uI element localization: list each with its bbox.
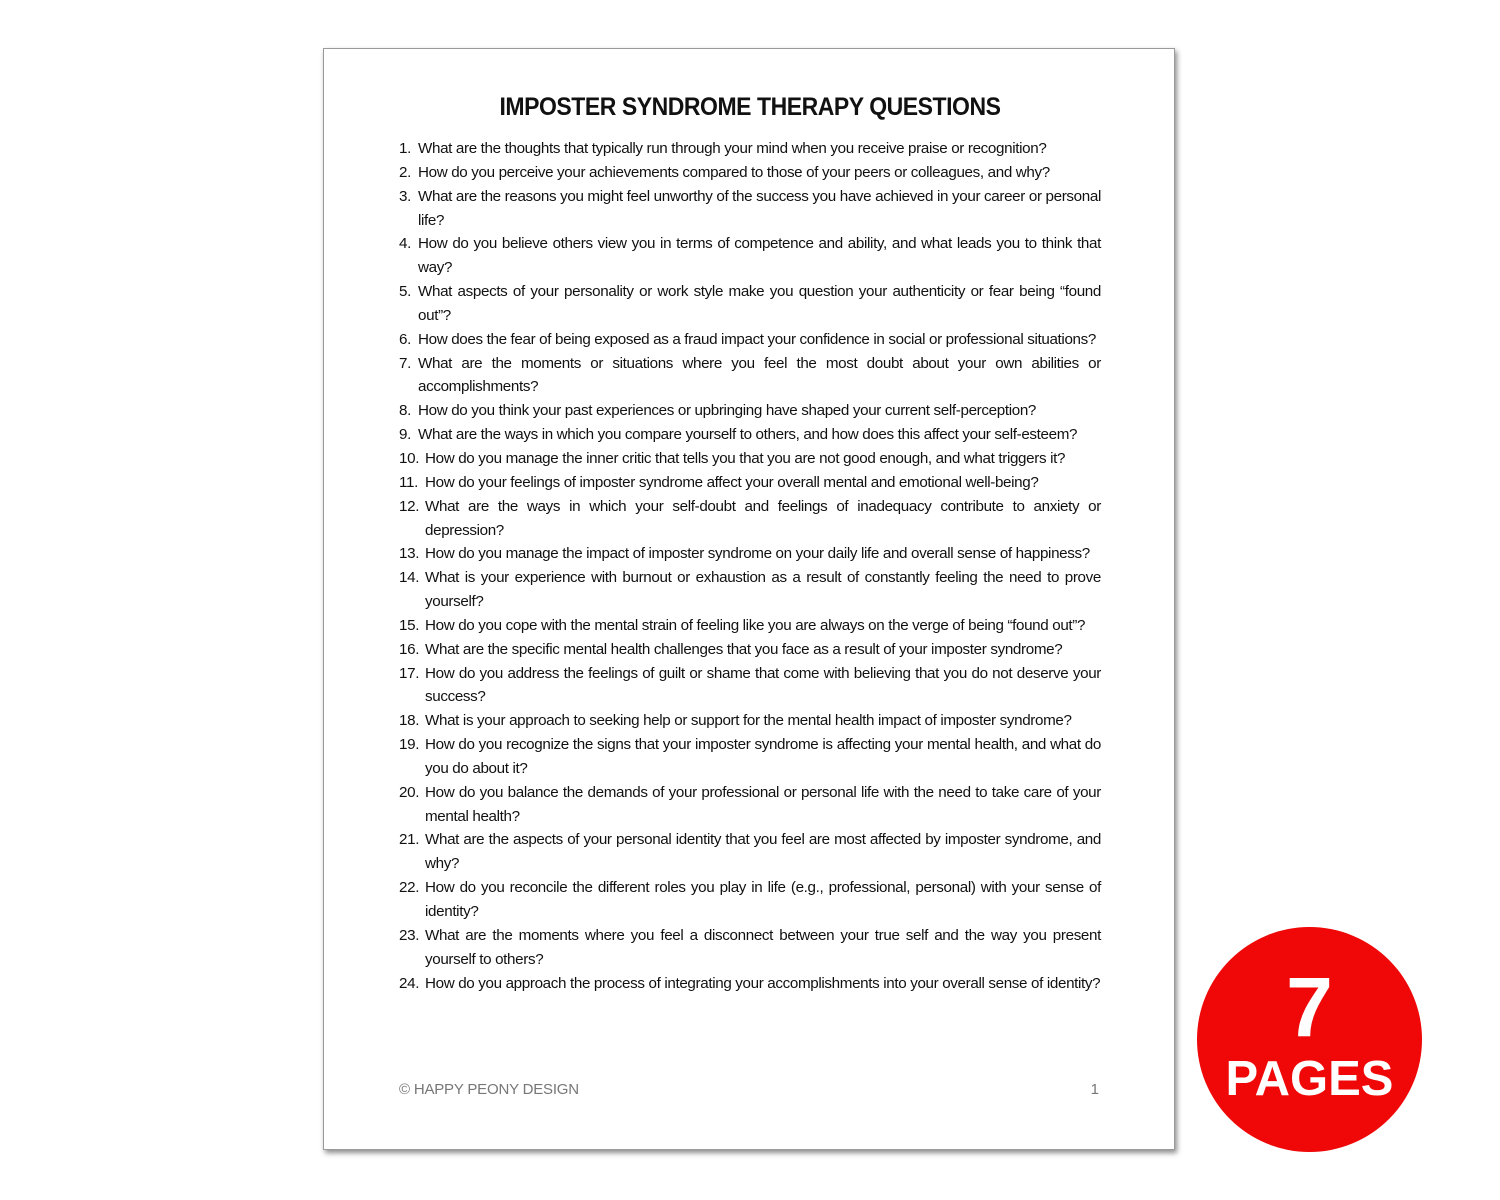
question-number: 20. xyxy=(399,783,420,801)
question-item xyxy=(399,447,1101,471)
question-number: 16. xyxy=(399,640,420,658)
question-item xyxy=(399,137,1101,161)
question-item xyxy=(399,781,1101,829)
question-text: How do you address the feelings of guilt or shame that come with believing that you do not deserve your success? xyxy=(425,664,1101,706)
question-item xyxy=(399,924,1101,972)
copyright-footer: © HAPPY PEONY DESIGN xyxy=(399,1081,579,1098)
question-item xyxy=(399,566,1101,614)
question-text: What are the moments where you feel a disconnect between your true self and the way you present yourself to others? xyxy=(425,926,1101,968)
question-text: What are the moments or situations where you feel the most doubt about your own abilities or accomplishments? xyxy=(418,354,1101,396)
question-text: How do you reconcile the different roles you play in life (e.g., professional, personal) with your sense of identity? xyxy=(425,879,1101,920)
question-number: 3. xyxy=(399,187,411,205)
question-text: What are the thoughts that typically run through your mind when you receive praise or recognition? xyxy=(418,140,1047,157)
question-number: 19. xyxy=(399,736,420,754)
question-number: 18. xyxy=(399,712,420,730)
question-number: 8. xyxy=(399,402,411,420)
question-text: How do you cope with the mental strain of feeling like you are always on the verge of being “found out”? xyxy=(425,616,1086,634)
question-number: 22. xyxy=(399,879,420,897)
question-number: 12. xyxy=(399,497,420,515)
question-number: 11. xyxy=(399,473,418,491)
question-item xyxy=(399,423,1101,447)
page-title: IMPOSTER SYNDROME THERAPY QUESTIONS xyxy=(499,93,1001,121)
question-number: 4. xyxy=(399,235,411,253)
question-text: How do you balance the demands of your professional or personal life with the need to take care of your mental health? xyxy=(425,783,1101,825)
question-item xyxy=(399,399,1101,423)
question-text: How do you manage the impact of imposter syndrome on your daily life and overall sense of happiness? xyxy=(425,545,1090,563)
question-text: How do you approach the process of integrating your accomplishments into your overall sense of identity? xyxy=(425,974,1101,992)
question-item xyxy=(399,709,1101,733)
question-number: 24. xyxy=(399,974,420,992)
question-number: 17. xyxy=(399,664,420,682)
question-text: How do you manage the inner critic that tells you that you are not good enough, and what triggers it? xyxy=(425,449,1066,467)
question-text: What aspects of your personality or work style make you question your authenticity or fear being “found out”? xyxy=(418,283,1101,324)
question-item xyxy=(399,471,1101,495)
question-text: What are the reasons you might feel unworthy of the success you have achieved in your career or personal life? xyxy=(418,187,1101,229)
document-page xyxy=(323,48,1175,1150)
question-item xyxy=(399,232,1101,280)
question-number: 2. xyxy=(399,163,411,181)
page-count-number: 7 xyxy=(1286,960,1333,1054)
question-number: 15. xyxy=(399,616,420,634)
page-count-badge xyxy=(1197,927,1422,1152)
question-number: 9. xyxy=(399,426,411,444)
question-item xyxy=(399,828,1101,876)
question-text: How does the fear of being exposed as a fraud impact your confidence in social or professional situations? xyxy=(418,330,1096,348)
question-number: 10. xyxy=(399,449,420,467)
question-list xyxy=(399,137,1101,995)
question-item xyxy=(399,542,1101,566)
question-item xyxy=(399,328,1101,352)
question-item xyxy=(399,972,1101,996)
question-number: 21. xyxy=(399,831,420,849)
question-text: What are the ways in which you compare yourself to others, and how does this affect your self-esteem? xyxy=(418,426,1078,444)
question-text: What are the ways in which your self-doubt and feelings of inadequacy contribute to anxiety or depression? xyxy=(425,497,1101,539)
question-item xyxy=(399,185,1101,233)
question-text: How do you recognize the signs that your imposter syndrome is affecting your mental health, and what do you do about it? xyxy=(425,736,1101,777)
question-item xyxy=(399,280,1101,328)
question-item xyxy=(399,662,1101,710)
question-item xyxy=(399,638,1101,662)
question-text: What is your approach to seeking help or support for the mental health impact of imposter syndrome? xyxy=(425,712,1072,730)
page-count-label: PAGES xyxy=(1225,1052,1394,1106)
question-number: 5. xyxy=(399,283,411,301)
question-item xyxy=(399,495,1101,543)
question-item xyxy=(399,733,1101,781)
page-number: 1 xyxy=(1090,1081,1099,1098)
question-number: 6. xyxy=(399,330,411,348)
question-number: 1. xyxy=(399,140,411,157)
question-text: What are the aspects of your personal identity that you feel are most affected by imposter syndrome, and why? xyxy=(425,831,1101,873)
question-number: 7. xyxy=(399,354,411,372)
question-text: How do your feelings of imposter syndrome affect your overall mental and emotional well-being? xyxy=(425,473,1039,491)
question-item xyxy=(399,352,1101,400)
question-item xyxy=(399,614,1101,638)
question-text: How do you think your past experiences or upbringing have shaped your current self-perception? xyxy=(418,402,1037,420)
question-number: 13. xyxy=(399,545,420,563)
question-text: What are the specific mental health challenges that you face as a result of your imposter syndrome? xyxy=(425,640,1063,658)
question-text: How do you believe others view you in terms of competence and ability, and what leads you to think that way? xyxy=(418,235,1101,277)
question-item xyxy=(399,161,1101,185)
question-number: 14. xyxy=(399,569,420,587)
question-item xyxy=(399,876,1101,924)
question-text: How do you perceive your achievements compared to those of your peers or colleagues, and why? xyxy=(418,163,1050,181)
question-number: 23. xyxy=(399,926,420,944)
question-text: What is your experience with burnout or exhaustion as a result of constantly feeling the need to prove yourself? xyxy=(425,569,1101,611)
